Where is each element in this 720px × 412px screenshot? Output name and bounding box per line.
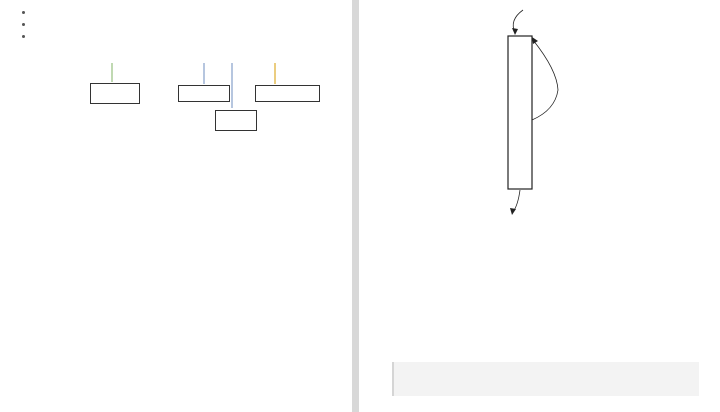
- right-document-page: [359, 0, 720, 412]
- left-document-page: [0, 0, 352, 412]
- arrow-accessed: [532, 40, 558, 120]
- quote-block: [392, 362, 699, 396]
- worker-id-box: [215, 110, 257, 131]
- sequence-box: [255, 85, 320, 102]
- queue-outline: [508, 36, 532, 189]
- lru-queue-diagram: [359, 0, 720, 220]
- datacenter-id-box: [178, 85, 230, 102]
- timestamp-box: [90, 83, 140, 104]
- diagram-connectors: [0, 0, 352, 140]
- page-gutter: [352, 0, 359, 412]
